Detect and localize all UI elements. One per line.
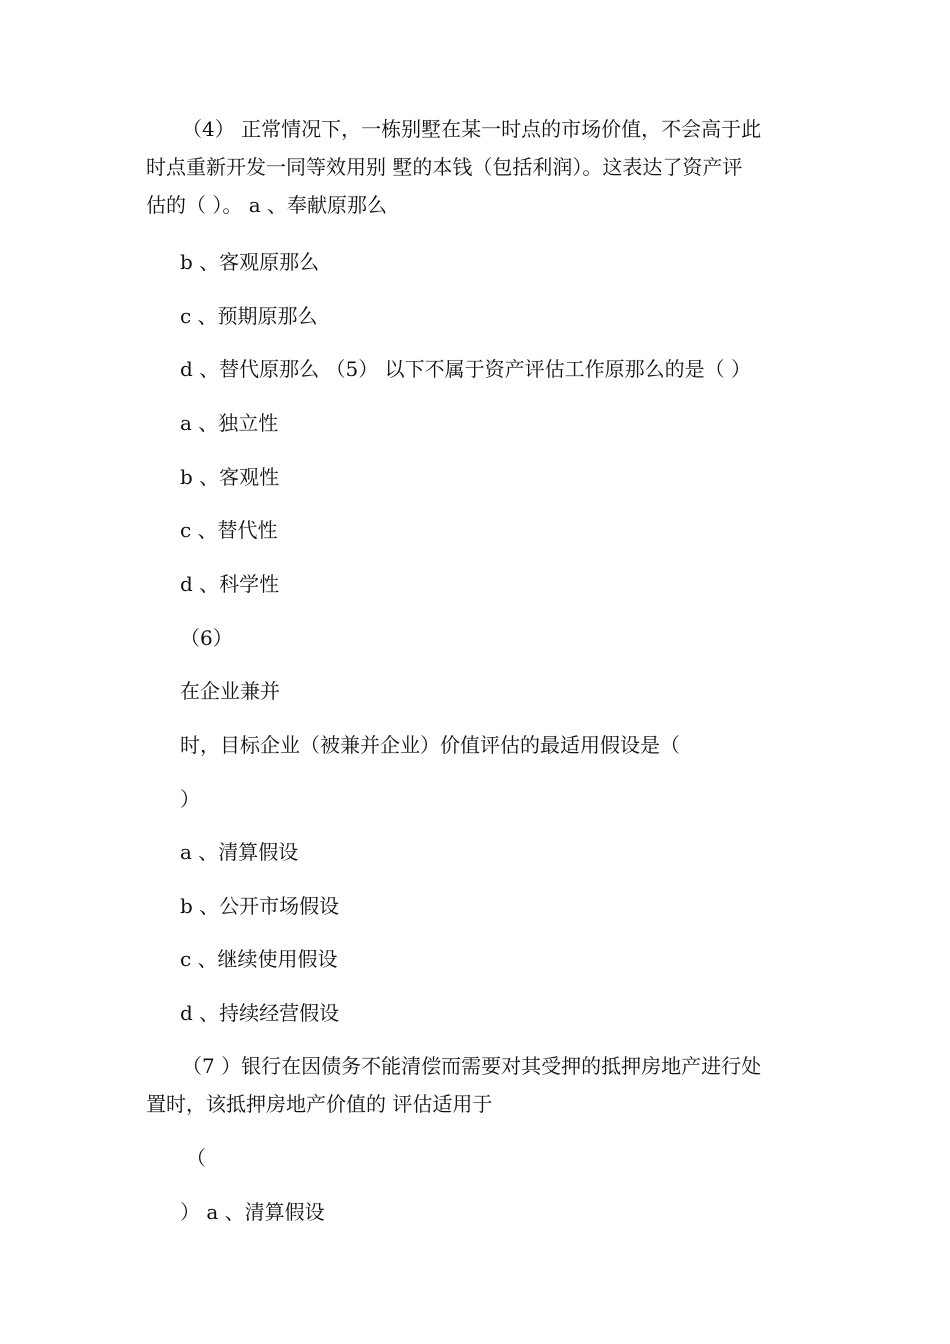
question-4-option-b: b 、客观原那么: [180, 250, 320, 274]
question-6-line-3: ）: [180, 787, 200, 811]
question-7-open-paren: （: [186, 1146, 206, 1170]
question-6-option-d: d 、持续经营假设: [180, 1001, 340, 1025]
question-6-option-c: c 、继续使用假设: [180, 947, 338, 971]
question-7-option-a: ） a 、清算假设: [180, 1200, 325, 1224]
question-4-line-1: （4） 正常情况下，一栋别墅在某一时点的市场价值，不会高于此: [182, 117, 762, 141]
question-4-line-3: 估的（ ）。 a 、奉献原那么: [146, 193, 387, 217]
question-6-option-a: a 、清算假设: [180, 840, 299, 864]
question-7-line-2: 置时，该抵押房地产价值的 评估适用于: [146, 1092, 493, 1116]
question-5-option-c: c 、替代性: [180, 518, 278, 542]
question-5-option-d: d 、科学性: [180, 572, 280, 596]
question-5-option-b: b 、客观性: [180, 465, 280, 489]
question-5-option-a: a 、独立性: [180, 411, 279, 435]
question-4-line-2: 时点重新开发一同等效用别 墅的本钱（包括利润）。这表达了资产评: [146, 155, 743, 179]
question-6-line-2: 时，目标企业（被兼并企业）价值评估的最适用假设是（: [180, 733, 680, 757]
question-7-line-1: （7 ）银行在因债务不能清偿而需要对其受押的抵押房地产进行处: [182, 1054, 762, 1078]
question-6-number: （6）: [180, 626, 233, 650]
question-6-option-b: b 、公开市场假设: [180, 894, 340, 918]
question-4-stem: [146, 110, 806, 224]
question-4-option-c: c 、预期原那么: [180, 304, 318, 328]
question-7-stem: [146, 1047, 806, 1123]
question-6-line-1: 在企业兼并: [180, 679, 280, 703]
question-4-option-d: d 、替代原那么 （5） 以下不属于资产评估工作原那么的是（ ）: [180, 357, 751, 381]
